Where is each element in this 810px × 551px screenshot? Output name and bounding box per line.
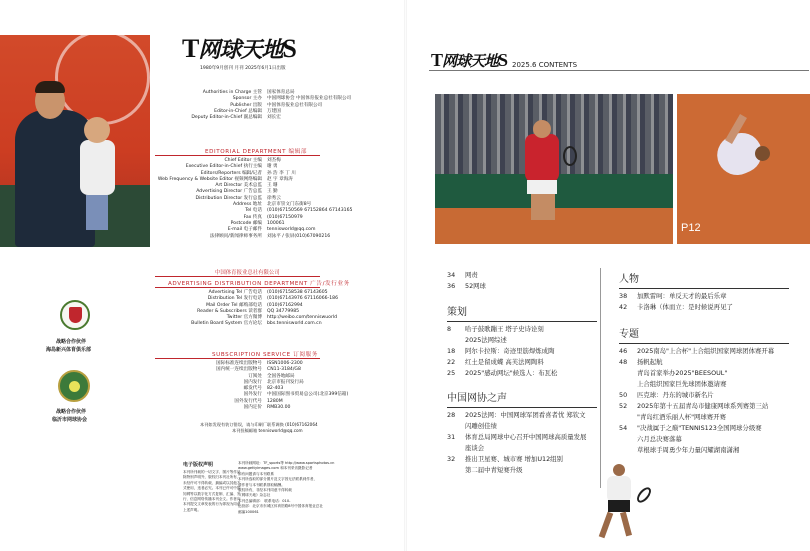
masthead-role: 订阅处: [248, 373, 262, 379]
text-line: 本刊总编辑部： 联系电话：010-: [238, 498, 291, 503]
toc-page-number: 8: [447, 325, 452, 333]
masthead-value: 王 勤: [267, 189, 278, 195]
toc-title: 草根球手周勇少年力量闪耀湖南潇湘: [637, 446, 740, 454]
child-figure: [80, 140, 115, 195]
masthead-value: 中国体育报业总社有限公司: [267, 102, 323, 108]
player-legs: [531, 194, 555, 220]
logo-chinese: 网球天地: [442, 52, 499, 70]
masthead-value: QQ 34779985: [267, 308, 300, 314]
masthead-value: 刘泳平 / 张屏(010)67090216: [267, 233, 331, 239]
masthead-value: 中国国际图书贸易总公司(北京399信箱): [267, 392, 349, 398]
section-xiehui: 中国网协之声: [447, 393, 507, 404]
toc-title: 座谈会: [465, 444, 485, 452]
child-legs: [86, 195, 108, 230]
editorial-rule: [155, 155, 320, 156]
text-line: 未经许可不得转载、摘编或以其他方: [183, 480, 241, 485]
cutout-leg: [599, 512, 614, 538]
toc-title: 第二届中青短赛升级: [465, 466, 523, 474]
masthead-role: 国内发行: [243, 379, 262, 385]
masthead-logo: [182, 33, 332, 61]
subscription-title: SUBSCRIPTION SERVICE 订阅服务: [212, 352, 318, 358]
masthead-value: (010)67143976 67116066-186: [267, 296, 339, 302]
masthead-value: (010)67150979: [267, 214, 303, 220]
web-text: [238, 461, 398, 515]
masthead-role: Twitter 官方微博: [226, 315, 262, 321]
masthead-role: Publisher 出版: [230, 102, 262, 108]
masthead-row: [150, 234, 400, 240]
section-zhuanti: 专题: [619, 329, 639, 340]
footnote-1: 本刊如发现有装订错误，请与印刷厂联系调换 (010)67162064: [200, 422, 318, 427]
toc-page-number: 46: [619, 347, 628, 355]
text-line: 如有问题请与本刊联系: [238, 471, 274, 476]
partner-caption-2b: 临沂市网球协会: [52, 417, 88, 423]
cutout-shorts: [608, 500, 630, 512]
editorial-title: EDITORIAL DEPARTMENT 编辑部: [205, 149, 308, 155]
text-line: 《网球天地》杂志社: [238, 493, 271, 498]
masthead-value: 孙 浩 李 丁 川: [267, 170, 296, 176]
masthead-role: Address 地址: [233, 202, 262, 208]
subscription-list: [150, 361, 400, 411]
toc-title: 2025"感动网坛"候选人：布瓦松: [465, 369, 558, 377]
toc-title: 红土是留成蝶 高芙法网陶料: [465, 358, 544, 366]
masthead-role: Art Director 美术总监: [215, 183, 262, 189]
toc-entry[interactable]: [619, 379, 809, 390]
masthead-value: CN11-3184/G8: [267, 367, 301, 373]
editorial-list: [150, 158, 400, 240]
toc-title: 上合组织国家巨先球团体邀请赛: [637, 380, 727, 388]
partner-caption-2a: 战略合作伙伴: [56, 409, 87, 415]
masthead-value: 100061: [267, 220, 285, 226]
text-line: 本刊所载网址：TF_sports等 http://www.sportsphotos.cn: [238, 461, 335, 465]
toc-page-number: 34: [447, 271, 456, 279]
masthead-row: [150, 405, 400, 411]
section-rule: [619, 343, 789, 344]
toc-entry[interactable]: [619, 423, 809, 434]
toc-title: 阿尔卡拉斯：奇迹里筋焊炼成陶: [465, 347, 555, 355]
masthead-value: http://weibo.com/tenniswuorld: [267, 315, 338, 321]
toc-page-number: 18: [447, 347, 456, 355]
toc-title: "青岛红酒乐丽人杯"网球赛开赛: [637, 413, 726, 421]
masthead-role: Advertising Director 广告总监: [196, 189, 262, 195]
toc-page-number: 48: [619, 358, 628, 366]
player-slide-head: [755, 146, 770, 161]
masthead-value: 谢 勇: [267, 164, 278, 170]
masthead-value: 国家体育总局: [267, 90, 295, 95]
section-rule: [447, 321, 597, 322]
text-line: 除特别声明外，版权归本刊社所有，: [183, 475, 241, 480]
masthead-value: 赵 宇 章海涛: [267, 176, 293, 182]
toc-title: 2025法网综述: [465, 336, 507, 344]
text-line: 请作者与本刊联系领取稿酬。: [238, 482, 285, 487]
toc-title: 扬帆起航: [637, 358, 663, 366]
masthead-role: Executive Editor-in-Chief 执行主编: [185, 164, 262, 170]
advertising-list: [150, 290, 400, 328]
company-rule: [155, 276, 320, 277]
legal-title: 电子版权声明: [183, 462, 214, 468]
advertising-rule: [155, 287, 320, 288]
toc-column-2: [619, 270, 809, 456]
player-body: [525, 134, 559, 182]
player-head: [533, 120, 551, 138]
masthead-role: 国外发行代号: [234, 398, 262, 404]
footnote-2: 本刊投稿邮箱 tennisworld@qq.com: [232, 428, 303, 433]
cutout-leg: [620, 512, 632, 537]
masthead-value: 中国网球协会 中国体育报业总社有限公司: [267, 96, 352, 102]
toc-title: 青岛首家举办2025"BEESOUL": [637, 369, 728, 377]
toc-entry[interactable]: [619, 346, 809, 357]
toc-title: 体育总局网球中心召开中国网球高质量发展: [465, 433, 587, 441]
section-renwu: 人物: [619, 274, 639, 285]
masthead-value: 王 珊: [267, 183, 278, 189]
toc-title: 闪雕创佳绩: [465, 422, 497, 430]
logo-letter-s: S: [498, 50, 508, 70]
toc-page-number: 22: [447, 358, 456, 366]
masthead-value: 北京市崇文门东街8号: [267, 202, 312, 208]
photo-player-cutout: [583, 450, 663, 546]
player-shorts: [527, 180, 557, 194]
masthead-value: 刘长宏: [267, 115, 281, 121]
masthead-role: Fax 传真: [243, 214, 262, 220]
cover-photo-player-with-child: [0, 35, 150, 247]
masthead-role: 法律顾问/新闻律师事务所: [209, 233, 262, 239]
cutout-head: [613, 464, 625, 476]
text-line: 式使用，违者必究。本刊已许可中国: [183, 486, 241, 491]
toc-page-number: 28: [447, 411, 456, 419]
masthead-value: 刘杰梅: [267, 158, 281, 163]
toc-page-number: 38: [619, 292, 628, 300]
contents-logo: [431, 50, 507, 72]
masthead-value: tennisworld@qq.com: [267, 227, 316, 233]
logo-letter-t: T: [431, 50, 443, 70]
toc-entry[interactable]: [619, 302, 809, 313]
masthead-value: (010)67162994: [267, 302, 303, 308]
masthead-value: bbs.tennisworld.com.cn: [267, 321, 322, 327]
masthead-value: 全国各地邮局: [267, 373, 295, 379]
toc-entry[interactable]: [619, 434, 809, 445]
masthead-role: Editors/Reporters 编辑/记者: [200, 170, 262, 176]
photo-sliding-player-clay: [677, 94, 810, 244]
masthead-value: 82-403: [267, 386, 284, 392]
text-line: 行、信息网络传播本刊全文。作者向: [183, 497, 241, 502]
masthead-role: Tel 电话: [245, 208, 262, 214]
child-head: [84, 117, 110, 143]
toc-entry[interactable]: [619, 368, 809, 379]
racket: [563, 146, 577, 166]
masthead-role: Advertising Tel 广告电话: [208, 290, 262, 295]
masthead-role: Editor-in-Chief 总编辑: [214, 108, 262, 114]
toc-title: 加默雷呵：单反天才的最后乐章: [637, 292, 727, 300]
text-line: 本刊所刊载的一切文字、图片等作品: [183, 470, 241, 474]
masthead-role: 国内定价: [243, 405, 262, 411]
masthead-role: Postcode 邮编: [230, 220, 262, 226]
masthead-role: Mail Order Tel 邮购部电话: [206, 302, 262, 308]
toc-page-number: 36: [447, 282, 456, 290]
masthead-row: [150, 115, 400, 121]
issue-line: 1980年9月创刊 月刊 2025年6月1日出版: [200, 66, 286, 71]
masthead-role: Distribution Tel 发行电话: [207, 296, 262, 302]
masthead-role: Authorities in Charge 主管: [202, 90, 262, 95]
logo-chinese: 网球天地: [198, 37, 283, 63]
masthead-role: Deputy Editor-in-Chief 副总编辑: [191, 115, 262, 121]
text-line: 上述声明。: [183, 507, 201, 512]
text-line: 本刊所选取的部分图片及文字因无法联系到作者，: [238, 477, 318, 482]
toc-title: 网责: [465, 271, 478, 279]
masthead-value: 北京市报刊发行局: [267, 379, 304, 385]
text-line: 运营部：北京市东城区体育馆路8号中国体育报业总社: [238, 504, 323, 509]
toc-entry[interactable]: [619, 412, 809, 423]
toc-title: 六月总决赛落幕: [637, 435, 682, 443]
right-page: [407, 0, 810, 551]
toc-title: "决战属于之巅"TENNIS123全国网球分级赛: [637, 424, 762, 432]
toc-title: 2025法网：中国网球军团看喜者忧 郑钦文: [465, 411, 586, 419]
toc-title: 推出卫星赛、城市赛 增加U12组别: [465, 455, 563, 463]
toc-page-number: 25: [447, 369, 456, 377]
shield-icon: [69, 307, 82, 323]
section-rule: [447, 407, 597, 408]
masthead-value: 徐秀云: [267, 195, 281, 201]
toc-page-number: 52: [619, 402, 628, 410]
toc-title: 2025南岛"上合杯"上合组织国家网球团体赛开幕: [637, 347, 775, 355]
photo-player-red-shirt: [435, 94, 673, 244]
masthead-value: 万建国: [267, 108, 281, 114]
masthead-role: Sponsor 主办: [232, 96, 262, 102]
toc-page-number: 31: [447, 433, 456, 441]
section-cehua: 策划: [447, 307, 467, 318]
contents-rule: [429, 70, 809, 71]
partner-logo-2: [58, 370, 90, 402]
text-line: 版权所有，非经本刊同意不得转载: [238, 488, 292, 493]
toc-entry[interactable]: [619, 401, 809, 412]
section-rule: [619, 288, 789, 289]
masthead-row: [150, 321, 400, 327]
masthead-role: 国外发行: [243, 392, 262, 398]
masthead-value: 1280M: [267, 398, 283, 404]
company-name: 中国体育报业总社有限公司: [215, 270, 280, 276]
toc-entry[interactable]: [619, 291, 809, 302]
masthead-role: Distribution Director 发行总监: [195, 195, 262, 201]
toc-page-number: 42: [619, 303, 628, 311]
masthead-value: (010)67158538 67143605: [267, 290, 328, 295]
masthead-top: [150, 90, 400, 121]
contents-label: 2025.6 CONTENTS: [512, 61, 578, 69]
toc-title: 52网球: [465, 282, 486, 290]
toc-title: 2025年第十五届青岛市健康网球系列赛第三站: [637, 402, 769, 410]
text-line: www.gettyimages.com 和本刊采访摄影记者: [238, 466, 313, 471]
masthead-role: Web Frequency & Website Editor 视频网络编辑: [157, 176, 262, 182]
masthead-value: (010)67150569 67152864 67143165: [267, 208, 353, 214]
toc-page-number: 54: [619, 424, 628, 432]
partner-caption-1b: 海岛新兴体育俱乐部: [46, 347, 92, 353]
masthead-value: ISSN1006-2300: [267, 361, 303, 366]
advertising-title: ADVERTISING DISTRIBUTION DEPARTMENT 广告/发行业务: [168, 281, 350, 287]
partner-logo-1: [60, 300, 90, 330]
text-line: 本刊提交文章发表的行为即视为同意: [183, 502, 241, 507]
masthead-role: 国际标准连续出版物号: [216, 361, 262, 366]
cutout-racket: [634, 485, 653, 505]
legal-text: [183, 470, 243, 513]
tennis-ball-icon: [69, 381, 80, 392]
toc-page-number: 50: [619, 391, 628, 399]
toc-entry[interactable]: [619, 390, 809, 401]
logo-letter-s: S: [282, 34, 296, 63]
subscription-rule: [155, 358, 320, 359]
masthead-role: Chief Editor 主编: [224, 158, 262, 163]
logo-letter-t: T: [182, 34, 199, 63]
photo-caption: P12: [681, 222, 701, 234]
toc-title: 匹克球：丹东的城市新名片: [637, 391, 714, 399]
text-line: 邮编100061: [238, 509, 259, 514]
partner-caption-1a: 战略合作伙伴: [56, 339, 87, 345]
masthead-value: RMB30.00: [267, 405, 291, 411]
masthead-role: E-mail 电子邮件: [227, 227, 262, 233]
masthead-role: Reader & Subscribers 读者群: [197, 308, 262, 314]
toc-title: 卡洛琳（体而立：是时候说再见了: [637, 303, 733, 311]
masthead-role: Bulletin Board System 官方论坛: [191, 321, 262, 327]
cutout-body: [607, 476, 631, 502]
toc-title: 哈子鼓歌蹦王 塔子史诗诠刻: [465, 325, 544, 333]
text-line: 知网等以数字化方式复制、汇编、发: [183, 491, 241, 496]
masthead-role: 国内统一连续出版物号: [216, 367, 262, 373]
masthead-role: 邮发代号: [243, 386, 262, 392]
toc-page-number: 32: [447, 455, 456, 463]
toc-entry[interactable]: [619, 357, 809, 368]
adult-hair: [35, 81, 65, 93]
